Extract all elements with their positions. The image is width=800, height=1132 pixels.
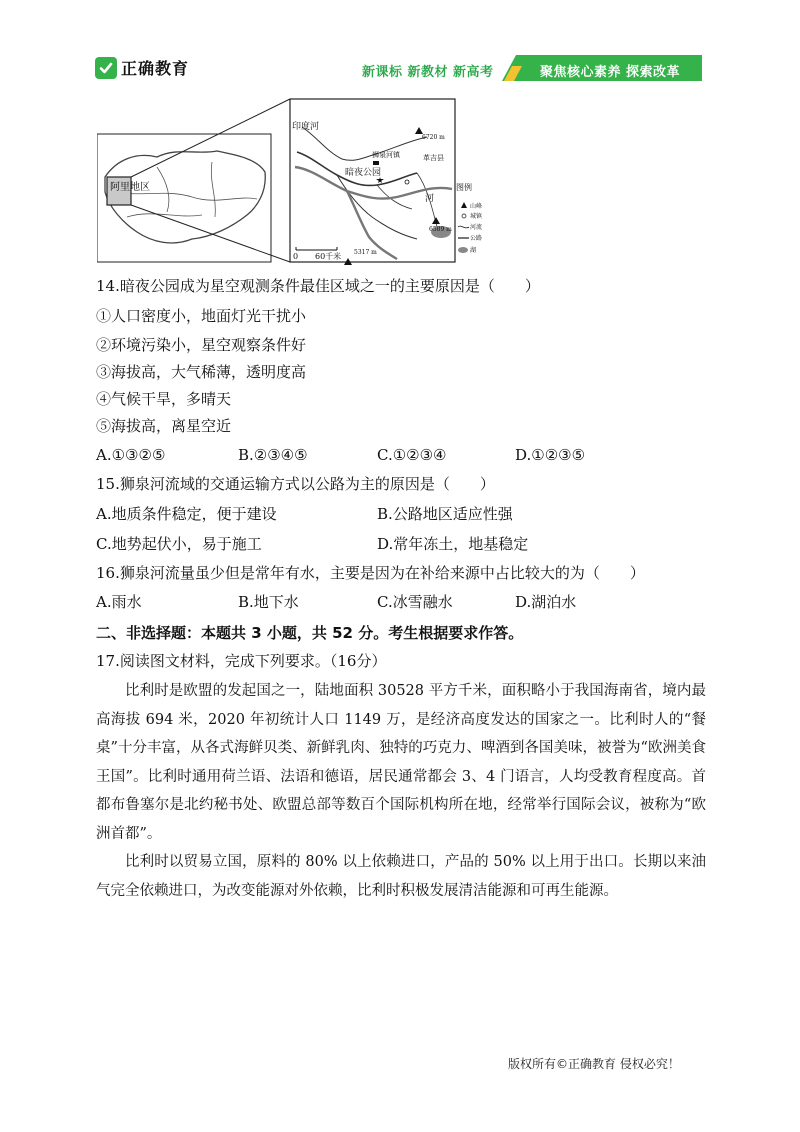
question-14-stem: 14.暗夜公园成为星空观测条件最佳区域之一的主要原因是（ ）	[96, 277, 540, 295]
q16-option-d[interactable]: D.湖泊水	[515, 593, 577, 611]
river-legend-icon	[458, 226, 469, 228]
scale-label: 60千米	[315, 252, 342, 261]
legend-item: 湖	[470, 247, 477, 254]
legend-item: 河流	[470, 224, 483, 231]
q16-option-c[interactable]: C.冰雪融水	[377, 593, 453, 611]
map-legend	[456, 182, 483, 254]
q15-option-d[interactable]: D.常年冻土，地基稳定	[377, 535, 529, 553]
label-gaize: 革吉县	[423, 154, 444, 162]
legend-item: 公路	[470, 235, 483, 242]
q14-option-b[interactable]: B.②③④⑤	[238, 446, 308, 464]
q14-option-a[interactable]: A.①③②⑤	[96, 446, 166, 464]
label-park: 暗夜公园	[345, 168, 382, 178]
peak-legend-icon	[461, 202, 467, 208]
q16-option-a[interactable]: A.雨水	[96, 593, 142, 611]
scale-zero: 0	[293, 252, 299, 261]
brand-logo	[95, 56, 189, 79]
q15-option-b[interactable]: B.公路地区适应性强	[377, 505, 513, 523]
q14-statement-1: ①人口密度小，地面灯光干扰小	[96, 307, 307, 325]
material-paragraph-1: 比利时是欧盟的发起国之一，陆地面积 30528 平方千米，面积略小于我国海南省，境内最高海拔 694 米，2020 年初统计人口 1149 万，是经济高度发达的国家之一。比利时人的“餐桌”十分丰富，从各式海鲜贝类、新鲜乳肉、独特的巧克力、啤酒到各国美味，被誉为“欧洲美食王国”。比利时通用荷兰语、法语和德语，居民通常都会 3、4 门语言，人均受教育程度高。首都布鲁塞尔是北约秘书处、欧盟总部等数百个国际机构所在地，经常举行国际会议，被称为“欧洲首都”。	[96, 683, 706, 842]
q14-statement-3: ③海拔高，大气稀薄，透明度高	[96, 363, 307, 381]
q14-statement-5: ⑤海拔高，离星空近	[96, 417, 232, 435]
question-17-stem: 17.阅读图文材料，完成下列要求。（16分）	[96, 652, 387, 670]
slogan-left: 新课标 新教材 新高考	[362, 65, 494, 80]
q14-statement-4: ④气候干旱，多晴天	[96, 390, 232, 408]
slogan-right: 聚焦核心素养 探索改革	[540, 65, 681, 80]
label-peak3: 5317 m	[354, 249, 377, 256]
detail-map	[290, 99, 455, 265]
map-figure	[97, 97, 497, 267]
label-peak1: 6720 m	[422, 134, 445, 141]
page-header	[0, 0, 800, 92]
inset-label: 阿里地区	[110, 182, 150, 193]
q14-statement-2: ②环境污染小，星空观察条件好	[96, 336, 307, 354]
legend-item: 山峰	[470, 203, 483, 210]
label-peak2: 6509 m	[429, 226, 452, 233]
legend-title: 图例	[456, 183, 472, 192]
brand-name: 正确教育	[121, 59, 190, 78]
question-16-stem: 16.狮泉河流量虽少但是常年有水，主要是因为在补给来源中占比较大的为（ ）	[96, 564, 645, 582]
legend-item: 城镇	[470, 213, 483, 220]
section-2-title: 二、非选择题：本题共 3 小题，共 52 分。考生根据要求作答。	[96, 624, 524, 642]
checkmark-icon	[95, 57, 117, 79]
label-river: 河	[425, 194, 435, 204]
town-legend-icon	[462, 214, 466, 218]
material-paragraph-2: 比利时以贸易立国，原料的 80% 以上依赖进口，产品的 50% 以上用于出口。长期以来油气完全依赖进口，为改变能源对外依赖，比利时积极发展清洁能源和可再生能源。	[96, 854, 706, 899]
q16-option-b[interactable]: B.地下水	[238, 593, 299, 611]
lake-legend-icon	[458, 247, 468, 253]
question-15-stem: 15.狮泉河流域的交通运输方式以公路为主的原因是（ ）	[96, 475, 495, 493]
label-shiquan: 狮泉河镇	[372, 151, 400, 159]
q15-option-a[interactable]: A.地质条件稳定，便于建设	[96, 505, 277, 523]
q14-option-c[interactable]: C.①②③④	[377, 446, 447, 464]
inset-map	[97, 134, 271, 262]
town-marker	[373, 161, 379, 165]
q14-option-d[interactable]: D.①②③⑤	[515, 446, 586, 464]
q15-option-c[interactable]: C.地势起伏小，易于施工	[96, 535, 262, 553]
copyright-footer: 版权所有©正确教育 侵权必究！	[508, 1057, 680, 1071]
label-indus: 印度河	[292, 122, 320, 132]
